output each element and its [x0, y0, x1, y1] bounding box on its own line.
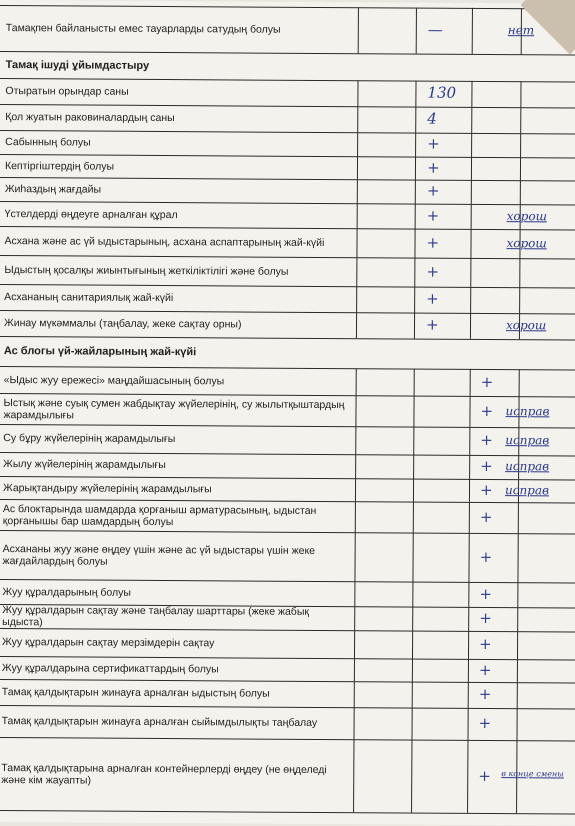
column-divider — [517, 659, 519, 682]
handwritten-mark: + — [426, 289, 439, 308]
row-label: Жуу құралдарына сертификаттардың болуы — [1, 661, 219, 675]
column-divider — [468, 659, 470, 682]
column-divider — [469, 455, 471, 479]
handwritten-note: хорош — [506, 208, 548, 223]
table-row — [0, 5, 575, 56]
column-divider — [355, 478, 357, 501]
column-divider — [413, 396, 415, 427]
column-divider — [517, 607, 519, 631]
handwritten-mark: + — [480, 456, 493, 476]
handwritten-note: хорош — [506, 235, 547, 250]
row-label: Су бұру жүйелерінің жарамдылығы — [3, 432, 176, 446]
column-divider — [467, 708, 469, 740]
column-divider — [469, 427, 471, 455]
column-divider — [469, 502, 471, 533]
column-divider — [354, 681, 356, 707]
column-divider — [414, 369, 416, 396]
handwritten-note: в конце смены — [501, 768, 564, 778]
row-label: Тамақ қалдықтарын жинауға арналған ыдыстың болуы — [1, 686, 270, 700]
column-divider — [357, 80, 359, 106]
handwritten-note: хорош — [505, 318, 547, 333]
column-divider — [469, 396, 471, 427]
handwritten-mark: + — [425, 315, 439, 334]
column-divider — [471, 157, 473, 180]
column-divider — [354, 658, 356, 681]
column-divider — [355, 395, 357, 426]
column-divider — [357, 179, 359, 203]
row-label: Жуу құралдарын сақтау мерзімдерін сақтау — [2, 636, 215, 650]
column-divider — [354, 606, 356, 630]
column-divider — [412, 607, 414, 631]
row-label: «Ыдыс жуу ережесі» маңдайшасының болуы — [3, 373, 225, 387]
column-divider — [468, 533, 470, 582]
column-divider — [354, 532, 356, 581]
section-title: Тамақ ішуді ұйымдастыру — [5, 58, 150, 72]
column-divider — [413, 455, 415, 479]
handwritten-mark: + — [426, 206, 440, 225]
handwritten-mark: + — [426, 262, 439, 281]
column-divider — [412, 582, 414, 607]
column-divider — [471, 107, 473, 133]
handwritten-mark: + — [478, 684, 492, 704]
table-row — [0, 393, 575, 429]
column-divider — [520, 81, 522, 107]
handwritten-mark: + — [426, 181, 440, 200]
table-row — [0, 499, 575, 535]
column-divider — [415, 133, 417, 157]
row-label: Ыстық және суық сумен жабдықтау жүйелерінің, су жылытқыштардың жарамдылығы — [3, 396, 345, 421]
row-label: Отыратын орындар саны — [5, 85, 129, 98]
column-divider — [413, 479, 415, 502]
column-divider — [414, 258, 416, 287]
column-divider — [411, 708, 413, 740]
column-divider — [415, 180, 417, 204]
handwritten-mark: + — [480, 430, 493, 450]
row-label: Асхананың санитариялық жай-күйі — [4, 291, 174, 305]
column-divider — [470, 229, 472, 258]
handwritten-note: исправ — [505, 433, 550, 448]
handwritten-mark: — — [427, 20, 443, 39]
column-divider — [470, 258, 472, 287]
column-divider — [412, 631, 414, 659]
column-divider — [412, 533, 414, 582]
column-divider — [355, 426, 357, 454]
column-divider — [520, 157, 522, 180]
handwritten-mark: + — [478, 660, 492, 679]
column-divider — [356, 286, 358, 312]
column-divider — [519, 258, 521, 287]
row-label: Асхананы жуу және өңдеу үшін және ас үй ыдыстары үшін жеке жағдайлардың болуы — [2, 542, 316, 568]
column-divider — [471, 81, 473, 107]
handwritten-mark: + — [478, 766, 491, 785]
column-divider — [470, 287, 472, 313]
handwritten-note: исправ — [505, 459, 550, 474]
column-divider — [356, 228, 358, 257]
column-divider — [468, 631, 470, 659]
column-divider — [471, 180, 473, 204]
column-divider — [517, 682, 519, 708]
row-label: Жинау мүкәммалы (таңбалау, жеке сақтау орны) — [3, 317, 242, 331]
column-divider — [517, 533, 519, 582]
column-divider — [415, 157, 417, 180]
handwritten-mark: + — [427, 134, 440, 153]
row-label: Жылу жүйелерінің жарамдылығы — [3, 458, 166, 472]
row-label: Жуу құралдарын сақтау және таңбалау шарттары (жеке жабық ыдыста) — [2, 604, 310, 629]
row-label: Асхана және ас үй ыдыстарының, асхана аспаптарының жай-күйі — [4, 234, 325, 249]
column-divider — [357, 156, 359, 179]
row-label: Тамақ қалдықтарын жинауға арналған сыйымдылықты таңбалау — [1, 715, 318, 729]
handwritten-mark: 130 — [427, 83, 457, 102]
column-divider — [412, 659, 414, 682]
section-header-row — [0, 336, 575, 371]
row-label: Тамақ қалдықтарына арналған контейнерлерді өңдеу (не өңделеді және кім жауапты) — [1, 761, 327, 787]
table-row — [0, 737, 575, 815]
column-divider — [357, 106, 359, 132]
column-divider — [412, 682, 414, 708]
handwritten-mark: + — [479, 608, 492, 628]
column-divider — [415, 81, 417, 107]
column-divider — [353, 739, 355, 812]
row-label: Кептіргіштердің болуы — [4, 159, 115, 173]
table-row — [0, 705, 575, 742]
handwritten-mark: + — [479, 480, 493, 499]
row-label: Ыдыстың қосалқы жиынтығының жеткіліктілігі және болуы — [4, 263, 289, 278]
handwritten-mark: + — [426, 158, 440, 177]
column-divider — [356, 368, 358, 395]
row-label: Қол жуатын раковиналардың саны — [5, 111, 175, 125]
column-divider — [414, 229, 416, 258]
column-divider — [520, 180, 522, 204]
column-divider — [356, 312, 358, 338]
handwritten-note: исправ — [504, 482, 550, 497]
column-divider — [353, 707, 355, 739]
column-divider — [416, 8, 418, 54]
column-divider — [520, 133, 522, 157]
column-divider — [519, 369, 521, 396]
handwritten-mark: + — [426, 233, 440, 252]
column-divider — [358, 7, 360, 53]
column-divider — [414, 287, 416, 313]
column-divider — [517, 582, 519, 607]
section-title: Ас блогы үй-жайларының жай-күйі — [3, 345, 197, 359]
column-divider — [472, 8, 474, 54]
column-divider — [467, 740, 469, 813]
column-divider — [468, 682, 470, 708]
column-divider — [355, 454, 357, 478]
column-divider — [516, 708, 518, 740]
column-divider — [470, 313, 472, 339]
column-divider — [470, 369, 472, 396]
handwritten-mark: + — [478, 713, 492, 733]
column-divider — [357, 132, 359, 156]
column-divider — [413, 427, 415, 455]
column-divider — [355, 501, 357, 532]
handwritten-note: исправ — [505, 403, 550, 418]
handwritten-mark: 4 — [427, 109, 437, 128]
handwritten-mark: + — [479, 507, 493, 526]
row-label: Сабынның болуы — [5, 136, 91, 149]
column-divider — [471, 133, 473, 157]
column-divider — [519, 287, 521, 313]
row-label: Жиһаздың жағдайы — [4, 183, 102, 196]
column-divider — [413, 502, 415, 533]
table-row — [0, 530, 575, 584]
column-divider — [356, 257, 358, 286]
handwritten-mark: + — [479, 634, 492, 654]
column-divider — [520, 107, 522, 133]
column-divider — [415, 107, 417, 133]
column-divider — [468, 607, 470, 631]
row-label: Ас блоктарында шамдарда қорғаныш арматурасының, ыдыстан қорғанышы бар шамдардың болуы — [2, 502, 317, 528]
row-label: Үстелдерді өңдеуге арналған құрал — [4, 207, 178, 221]
handwritten-mark: + — [480, 372, 494, 391]
column-divider — [354, 581, 356, 606]
column-divider — [518, 502, 520, 533]
column-divider — [471, 204, 473, 229]
column-divider — [411, 740, 413, 813]
row-label: Жарықтандыру жүйелерінің жарамдылығы — [2, 481, 212, 495]
column-divider — [354, 630, 356, 658]
row-label: Тамақпен байланысты емес тауарларды сатудың болуы — [5, 22, 281, 36]
column-divider — [414, 313, 416, 339]
handwritten-note: нет — [507, 23, 535, 38]
column-divider — [357, 203, 359, 228]
column-divider — [468, 582, 470, 607]
column-divider — [415, 204, 417, 229]
handwritten-mark: + — [479, 547, 493, 566]
row-label: Жуу құралдарының болуы — [2, 585, 132, 599]
handwritten-mark: + — [479, 584, 493, 603]
handwritten-mark: + — [480, 401, 494, 420]
column-divider — [469, 479, 471, 502]
column-divider — [517, 631, 519, 659]
